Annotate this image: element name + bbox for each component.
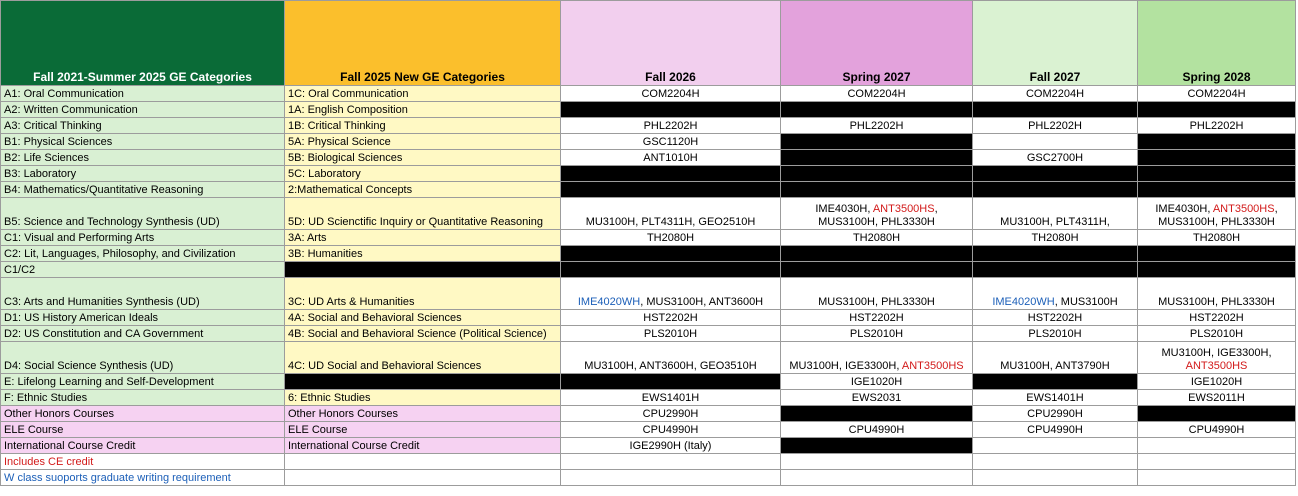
unavailable-cell bbox=[285, 262, 561, 278]
table-row bbox=[1, 422, 1296, 438]
unavailable-cell bbox=[1138, 406, 1296, 422]
w-course-code: IME4020WH bbox=[992, 296, 1055, 308]
legend-ce-credit[interactable]: Includes CE credit bbox=[1, 454, 285, 470]
unavailable-cell bbox=[781, 102, 973, 118]
spring-2027-cell[interactable]: HST2202H bbox=[781, 310, 973, 326]
table-row bbox=[1, 230, 1296, 246]
fall-2027-cell[interactable] bbox=[973, 134, 1138, 150]
new-category-cell[interactable]: 4A: Social and Behavioral Sciences bbox=[285, 310, 561, 326]
empty-cell[interactable] bbox=[1138, 470, 1296, 486]
old-category-cell[interactable]: D1: US History American Ideals bbox=[1, 310, 285, 326]
old-category-cell[interactable]: D2: US Constitution and CA Government bbox=[1, 326, 285, 342]
new-category-cell[interactable]: 1B: Critical Thinking bbox=[285, 118, 561, 134]
fall-2027-cell[interactable]: MU3100H, PLT4311H, bbox=[973, 198, 1138, 230]
fall-2027-cell[interactable]: PHL2202H bbox=[973, 118, 1138, 134]
fall-2026-cell[interactable]: GSC1120H bbox=[561, 134, 781, 150]
table-row bbox=[1, 262, 1296, 278]
fall-2026-cell[interactable]: TH2080H bbox=[561, 230, 781, 246]
old-category-cell[interactable]: B2: Life Sciences bbox=[1, 150, 285, 166]
course-code: , MUS3100H bbox=[1054, 296, 1118, 308]
unavailable-cell bbox=[781, 406, 973, 422]
course-code: MU3100H, IGE3300H, bbox=[789, 360, 902, 372]
old-category-cell[interactable]: B1: Physical Sciences bbox=[1, 134, 285, 150]
spring-2028-cell[interactable]: PHL2202H bbox=[1138, 118, 1296, 134]
ce-course-code: ANT3500HS bbox=[901, 360, 964, 372]
unavailable-cell bbox=[561, 102, 781, 118]
table-row bbox=[1, 198, 1296, 230]
new-category-cell[interactable]: 3C: UD Arts & Humanities bbox=[285, 278, 561, 310]
header-spring-2027[interactable]: Spring 2027 bbox=[781, 1, 973, 86]
unavailable-cell bbox=[561, 262, 781, 278]
empty-cell[interactable] bbox=[781, 470, 973, 486]
table-row bbox=[1, 118, 1296, 134]
table-row bbox=[1, 326, 1296, 342]
ce-course-code: ANT3500HS bbox=[1212, 203, 1275, 215]
ce-course-code: ANT3500HS bbox=[1185, 360, 1248, 372]
fall-2027-cell[interactable]: COM2204H bbox=[973, 86, 1138, 102]
empty-cell[interactable] bbox=[285, 470, 561, 486]
spring-2027-cell[interactable] bbox=[781, 342, 973, 374]
new-category-cell[interactable]: Other Honors Courses bbox=[285, 406, 561, 422]
table-row bbox=[1, 374, 1296, 390]
header-fall-2027[interactable]: Fall 2027 bbox=[973, 1, 1138, 86]
header-new-categories[interactable]: Fall 2025 New GE Categories bbox=[285, 1, 561, 86]
unavailable-cell bbox=[781, 438, 973, 454]
course-code: , MUS3100H, PHL3330H bbox=[1158, 203, 1278, 228]
fall-2026-cell[interactable]: MU3100H, PLT4311H, GEO2510H bbox=[561, 198, 781, 230]
new-category-cell[interactable]: 4B: Social and Behavioral Science (Political Science) bbox=[285, 326, 561, 342]
new-category-cell[interactable]: 2:Mathematical Concepts bbox=[285, 182, 561, 198]
new-category-cell[interactable]: 6: Ethnic Studies bbox=[285, 390, 561, 406]
spring-2028-cell[interactable]: PLS2010H bbox=[1138, 326, 1296, 342]
spring-2027-cell[interactable]: PHL2202H bbox=[781, 118, 973, 134]
old-category-cell[interactable]: B3: Laboratory bbox=[1, 166, 285, 182]
fall-2027-cell[interactable]: CPU2990H bbox=[973, 406, 1138, 422]
unavailable-cell bbox=[973, 102, 1138, 118]
old-category-cell[interactable]: C3: Arts and Humanities Synthesis (UD) bbox=[1, 278, 285, 310]
table-row bbox=[1, 278, 1296, 310]
new-category-cell[interactable]: 4C: UD Social and Behavioral Sciences bbox=[285, 342, 561, 374]
spring-2028-cell[interactable]: EWS2011H bbox=[1138, 390, 1296, 406]
old-category-cell[interactable]: C1/C2 bbox=[1, 262, 285, 278]
fall-2026-cell[interactable]: PLS2010H bbox=[561, 326, 781, 342]
old-category-cell[interactable]: A2: Written Communication bbox=[1, 102, 285, 118]
table-row bbox=[1, 310, 1296, 326]
unavailable-cell bbox=[781, 262, 973, 278]
fall-2027-cell[interactable]: EWS1401H bbox=[973, 390, 1138, 406]
table-row bbox=[1, 86, 1296, 102]
spring-2027-cell[interactable]: TH2080H bbox=[781, 230, 973, 246]
ce-course-code: ANT3500HS bbox=[872, 203, 935, 215]
course-code: IME4030H, bbox=[1155, 203, 1213, 215]
unavailable-cell bbox=[781, 182, 973, 198]
fall-2027-cell[interactable]: TH2080H bbox=[973, 230, 1138, 246]
spring-2028-cell[interactable]: IGE1020H bbox=[1138, 374, 1296, 390]
empty-cell[interactable] bbox=[781, 454, 973, 470]
fall-2026-cell[interactable]: CPU2990H bbox=[561, 406, 781, 422]
spring-2027-cell[interactable]: PLS2010H bbox=[781, 326, 973, 342]
spring-2028-cell[interactable] bbox=[1138, 342, 1296, 374]
empty-cell[interactable] bbox=[973, 470, 1138, 486]
old-category-cell[interactable]: A3: Critical Thinking bbox=[1, 118, 285, 134]
old-category-cell[interactable]: F: Ethnic Studies bbox=[1, 390, 285, 406]
course-code: MU3100H, IGE3300H, bbox=[1161, 347, 1272, 359]
fall-2026-cell[interactable]: COM2204H bbox=[561, 86, 781, 102]
spring-2027-cell[interactable]: EWS2031 bbox=[781, 390, 973, 406]
spring-2028-cell[interactable] bbox=[1138, 438, 1296, 454]
fall-2026-cell[interactable]: MU3100H, ANT3600H, GEO3510H bbox=[561, 342, 781, 374]
new-category-cell[interactable]: 1C: Oral Communication bbox=[285, 86, 561, 102]
fall-2027-cell[interactable]: HST2202H bbox=[973, 310, 1138, 326]
unavailable-cell bbox=[973, 262, 1138, 278]
fall-2027-cell[interactable] bbox=[973, 278, 1138, 310]
fall-2027-cell[interactable] bbox=[973, 438, 1138, 454]
unavailable-cell bbox=[561, 246, 781, 262]
unavailable-cell bbox=[1138, 102, 1296, 118]
table-row bbox=[1, 390, 1296, 406]
table-row bbox=[1, 102, 1296, 118]
unavailable-cell bbox=[781, 246, 973, 262]
old-category-cell[interactable]: C1: Visual and Performing Arts bbox=[1, 230, 285, 246]
fall-2026-cell[interactable]: PHL2202H bbox=[561, 118, 781, 134]
fall-2026-cell[interactable]: ANT1010H bbox=[561, 150, 781, 166]
unavailable-cell bbox=[561, 182, 781, 198]
fall-2027-cell[interactable]: PLS2010H bbox=[973, 326, 1138, 342]
unavailable-cell bbox=[285, 374, 561, 390]
unavailable-cell bbox=[973, 246, 1138, 262]
table-row bbox=[1, 406, 1296, 422]
new-category-cell[interactable]: 5C: Laboratory bbox=[285, 166, 561, 182]
empty-cell[interactable] bbox=[561, 454, 781, 470]
unavailable-cell bbox=[781, 134, 973, 150]
legend-w-class[interactable]: W class suoports graduate writing requirement bbox=[1, 470, 285, 486]
empty-cell[interactable] bbox=[285, 454, 561, 470]
old-category-cell[interactable]: E: Lifelong Learning and Self-Development bbox=[1, 374, 285, 390]
old-category-cell[interactable]: A1: Oral Communication bbox=[1, 86, 285, 102]
fall-2026-cell[interactable] bbox=[561, 278, 781, 310]
new-category-cell[interactable]: 3B: Humanities bbox=[285, 246, 561, 262]
course-code: IME4030H, bbox=[815, 203, 873, 215]
fall-2027-cell[interactable]: MU3100H, ANT3790H bbox=[973, 342, 1138, 374]
old-category-cell[interactable]: Other Honors Courses bbox=[1, 406, 285, 422]
unavailable-cell bbox=[561, 166, 781, 182]
empty-cell[interactable] bbox=[561, 470, 781, 486]
table-row bbox=[1, 150, 1296, 166]
spring-2028-cell[interactable]: HST2202H bbox=[1138, 310, 1296, 326]
table-row bbox=[1, 134, 1296, 150]
unavailable-cell bbox=[1138, 134, 1296, 150]
spring-2027-cell[interactable] bbox=[781, 198, 973, 230]
spring-2028-cell[interactable]: TH2080H bbox=[1138, 230, 1296, 246]
new-category-cell[interactable]: 3A: Arts bbox=[285, 230, 561, 246]
legend-row bbox=[1, 470, 1296, 486]
unavailable-cell bbox=[973, 182, 1138, 198]
old-category-cell[interactable]: B4: Mathematics/Quantitative Reasoning bbox=[1, 182, 285, 198]
old-category-cell[interactable]: ELE Course bbox=[1, 422, 285, 438]
header-fall-2026[interactable]: Fall 2026 bbox=[561, 1, 781, 86]
old-category-cell[interactable]: International Course Credit bbox=[1, 438, 285, 454]
table-row bbox=[1, 182, 1296, 198]
unavailable-cell bbox=[1138, 166, 1296, 182]
new-category-cell[interactable]: 5D: UD Scienctific Inquiry or Quantitative Reasoning bbox=[285, 198, 561, 230]
legend-row bbox=[1, 454, 1296, 470]
w-course-code: IME4020WH bbox=[577, 296, 641, 308]
unavailable-cell bbox=[781, 150, 973, 166]
empty-cell[interactable] bbox=[1138, 454, 1296, 470]
unavailable-cell bbox=[973, 374, 1138, 390]
unavailable-cell bbox=[1138, 182, 1296, 198]
table-row bbox=[1, 246, 1296, 262]
spring-2027-cell[interactable]: COM2204H bbox=[781, 86, 973, 102]
new-category-cell[interactable]: 1A: English Composition bbox=[285, 102, 561, 118]
spring-2028-cell[interactable] bbox=[1138, 198, 1296, 230]
new-category-cell[interactable]: 5A: Physical Science bbox=[285, 134, 561, 150]
unavailable-cell bbox=[1138, 262, 1296, 278]
course-code: , MUS3100H, ANT3600H bbox=[640, 296, 764, 308]
fall-2026-cell[interactable]: IGE2990H (Italy) bbox=[561, 438, 781, 454]
new-category-cell[interactable]: International Course Credit bbox=[285, 438, 561, 454]
unavailable-cell bbox=[561, 374, 781, 390]
spring-2027-cell[interactable]: IGE1020H bbox=[781, 374, 973, 390]
fall-2027-cell[interactable]: GSC2700H bbox=[973, 150, 1138, 166]
new-category-cell[interactable]: 5B: Biological Sciences bbox=[285, 150, 561, 166]
fall-2026-cell[interactable]: EWS1401H bbox=[561, 390, 781, 406]
old-category-cell[interactable]: D4: Social Science Synthesis (UD) bbox=[1, 342, 285, 374]
header-spring-2028[interactable]: Spring 2028 bbox=[1138, 1, 1296, 86]
fall-2027-cell[interactable]: CPU4990H bbox=[973, 422, 1138, 438]
unavailable-cell bbox=[781, 166, 973, 182]
old-category-cell[interactable]: C2: Lit, Languages, Philosophy, and Civilization bbox=[1, 246, 285, 262]
spring-2027-cell[interactable]: MUS3100H, PHL3330H bbox=[781, 278, 973, 310]
new-category-cell[interactable]: ELE Course bbox=[285, 422, 561, 438]
fall-2026-cell[interactable]: HST2202H bbox=[561, 310, 781, 326]
unavailable-cell bbox=[1138, 150, 1296, 166]
header-old-categories[interactable]: Fall 2021-Summer 2025 GE Categories bbox=[1, 1, 285, 86]
table-row bbox=[1, 438, 1296, 454]
empty-cell[interactable] bbox=[973, 454, 1138, 470]
spring-2028-cell[interactable]: MUS3100H, PHL3330H bbox=[1138, 278, 1296, 310]
fall-2026-cell[interactable]: CPU4990H bbox=[561, 422, 781, 438]
spring-2028-cell[interactable]: CPU4990H bbox=[1138, 422, 1296, 438]
unavailable-cell bbox=[973, 166, 1138, 182]
old-category-cell[interactable]: B5: Science and Technology Synthesis (UD) bbox=[1, 198, 285, 230]
unavailable-cell bbox=[1138, 246, 1296, 262]
table-row bbox=[1, 166, 1296, 182]
spring-2028-cell[interactable]: COM2204H bbox=[1138, 86, 1296, 102]
spring-2027-cell[interactable]: CPU4990H bbox=[781, 422, 973, 438]
table-row bbox=[1, 342, 1296, 374]
course-code: , MUS3100H, PHL3330H bbox=[818, 203, 938, 228]
header-row bbox=[1, 1, 1296, 86]
